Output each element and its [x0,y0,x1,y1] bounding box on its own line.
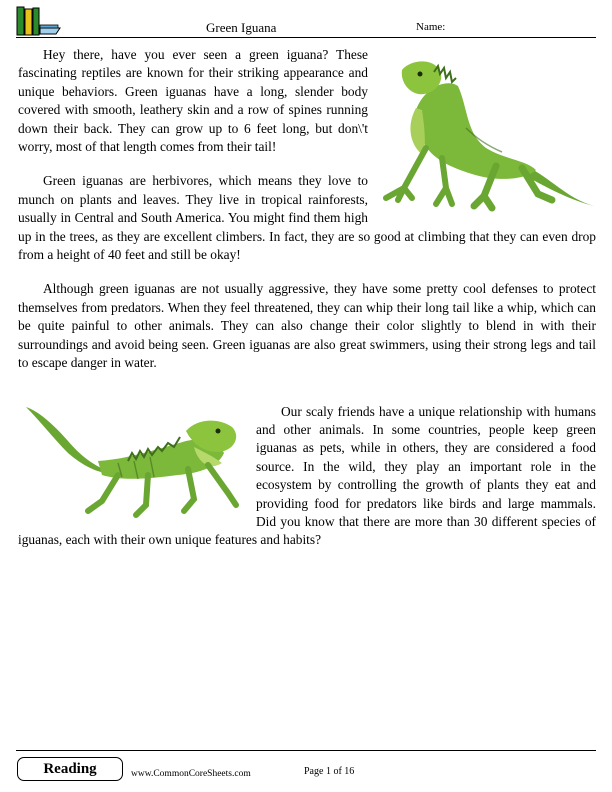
paragraph-2: Green iguanas are herbivores, which means they love to munch on plants and leaves. They live in tropical rainforests, usually in Central and South America. You might find them high up in the trees, as they are excellent climbers. In fact, they are so good at climbing that they can even drop from a height of 40 feet and still be okay! [18,173,596,263]
site-url: www.CommonCoreSheets.com [131,769,251,779]
name-field-label: Name: [416,21,446,33]
subject-badge: Reading [17,757,123,781]
iguana-photo-standing [376,48,596,213]
iguana-photo-crawling [18,401,244,526]
header-divider [16,37,596,38]
passage [18,46,596,566]
worksheet-title: Green Iguana [206,20,277,35]
books-icon [16,6,62,36]
paragraph-1: Hey there, have you ever seen a green iguana? These fascinating reptiles are known for their striking appearance and unique behaviors. Green iguanas have a long, slender body covered with smooth, leathery skin and a row of spines running down their back. They can grow up to 6 feet long, but don\'t worry, most of that length comes from their tail! [18,47,368,155]
page-header [0,0,612,40]
page-number: Page 1 of 16 [304,766,355,777]
paragraph-4: Our scaly friends have a unique relationship with humans and other animals. In some countries, people keep green iguanas as pets, while in others, they are considered a food source. In the wild, they play an important role in the ecosystem by controlling the growth of plants they eat and providing food for predators like birds and large mammals. Did you know that there are more than 30 different species of iguanas, each with their own unique features and habits? [18,403,596,548]
footer-divider [16,750,596,751]
paragraph-3: Although green iguanas are not usually aggressive, they have some pretty cool defenses to protect themselves from predators. When they feel threatened, they can whip their long tail like a whip, which can be quite painful to other animals. They can also change their color slightly to blend in with their surroundings and avoid being seen. Green iguanas are also great swimmers, using their strong legs and tail to escape danger in water. [18,281,596,371]
